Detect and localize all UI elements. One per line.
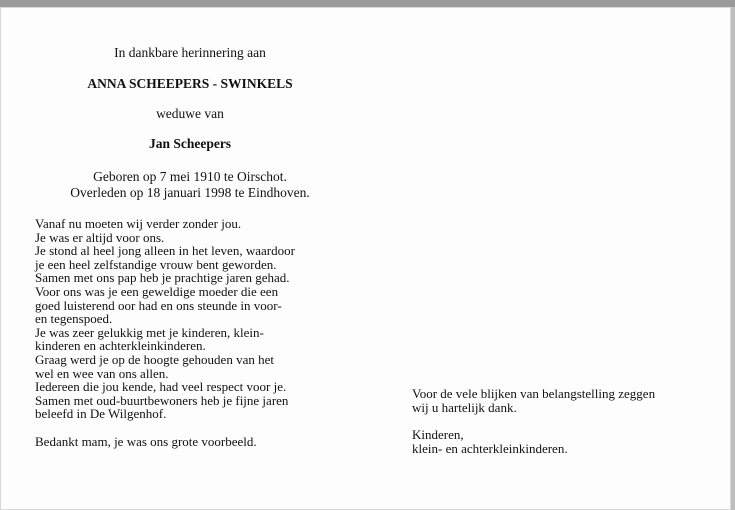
relation-text: weduwe van [156,105,224,121]
birth-info: Geboren op 7 mei 1910 te Oirschot. [93,168,287,184]
poem-line: kinderen en achterkleinkinderen. [35,338,206,354]
poem-line: en tegenspoed. [35,311,113,327]
poem-line: Graag werd je op de hoogte gehouden van het [35,351,274,367]
poem-line: Samen met ons pap heb je prachtige jaren gehad. [35,270,290,286]
signature-line: klein- en achterkleinkinderen. [412,440,568,456]
thanks-line: Voor de vele blijken van belangstelling zeggen [412,386,656,401]
poem-line: Je stond al heel jong alleen in het leven, waardoor [35,243,295,259]
thanks-line: wij u hartelijk dank. [412,399,517,415]
poem-line: je een heel zelfstandige vrouw bent geworden. [35,256,277,272]
deceased-name: ANNA SCHEEPERS - SWINKELS [87,75,293,91]
thanks-note [412,387,712,455]
poem-line: Je was er altijd voor ons. [35,229,165,245]
poem-line: beleefd in De Wilgenhof. [35,406,167,422]
death-info: Overleden op 18 januari 1998 te Eindhoven. [70,185,310,201]
poem-line: Voor ons was je een geweldige moeder die een [35,283,279,299]
poem-closing: Bedankt mam, je was ons grote voorbeeld. [35,433,257,449]
poem-line: Je was zeer gelukkig met je kinderen, klein- [35,324,264,340]
poem-line: Iedereen die jou kende, had veel respect voor je. [35,379,287,395]
intro-text: In dankbare herinnering aan [114,45,266,60]
poem-line: Vanaf nu moeten wij verder zonder jou. [35,216,242,231]
memorial-header [40,45,340,202]
spouse-name: Jan Scheepers [148,135,232,151]
signature-line: Kinderen, [412,427,464,443]
poem-line: goed luisterend oor had en ons steunde in voor- [35,297,282,313]
memorial-card [0,7,731,510]
poem-line: Samen met oud-buurtbewoners heb je fijne jaren [35,392,289,408]
poem-line: wel en wee van ons allen. [35,365,169,381]
card-edge [731,7,735,510]
memorial-poem [35,217,335,449]
